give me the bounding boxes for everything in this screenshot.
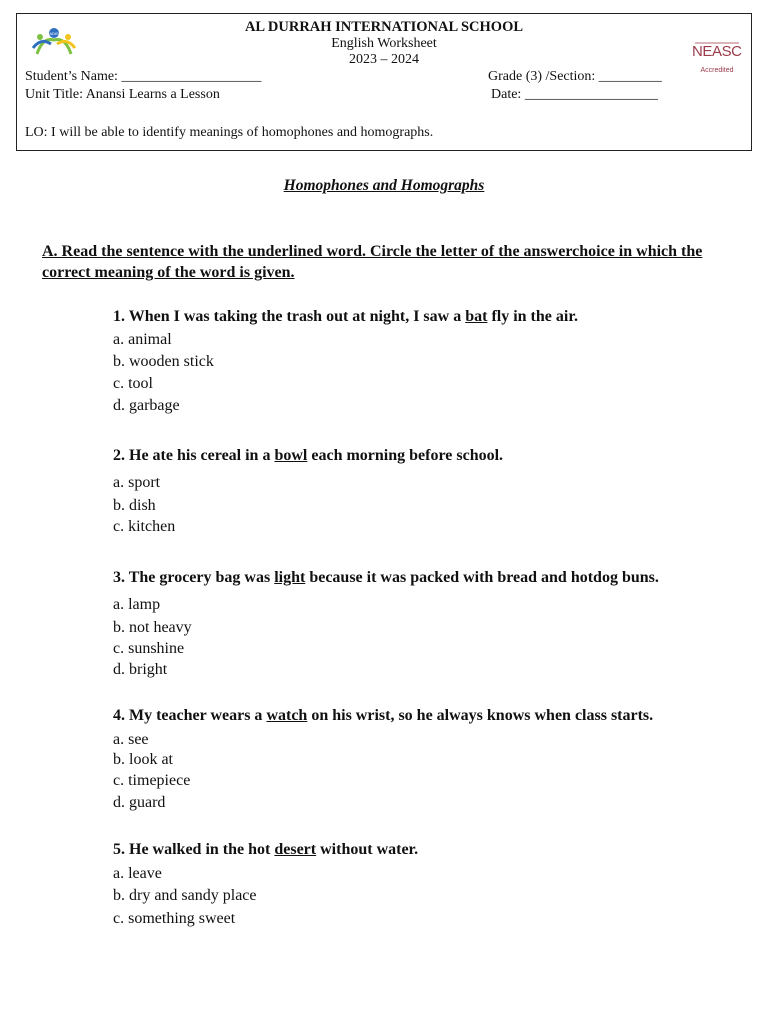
question-4	[113, 707, 653, 725]
answer-choice[interactable]: b. dish	[113, 497, 156, 514]
question-text: 1. When I was taking the trash out at night, I saw a	[113, 308, 466, 325]
answer-choice[interactable]: a. animal	[113, 331, 172, 348]
unit-title: Unit Title: Anansi Learns a Lesson	[25, 87, 220, 102]
question-1	[113, 308, 578, 326]
neasc-logo-text: NEASC	[692, 43, 742, 60]
academic-year: 2023 – 2024	[349, 52, 419, 67]
question-text: each morning before school.	[307, 447, 504, 464]
answer-choice[interactable]: c. kitchen	[113, 518, 176, 535]
question-text: on his wrist, so he always knows when class starts.	[307, 707, 654, 724]
neasc-accreditation-logo	[689, 24, 745, 82]
student-name-field[interactable]: Student’s Name: ____________________	[25, 69, 262, 84]
answer-choice[interactable]: d. garbage	[113, 397, 180, 414]
answer-choice[interactable]: c. timepiece	[113, 772, 191, 789]
learning-objective: LO: I will be able to identify meanings of homophones and homographs.	[25, 125, 434, 140]
answer-choice[interactable]: d. guard	[113, 794, 166, 811]
grade-section-field[interactable]: Grade (3) /Section: _________	[488, 69, 662, 84]
school-logo-text: ADIS	[49, 31, 59, 36]
underlined-word: bat	[465, 308, 488, 325]
answer-choice[interactable]: b. wooden stick	[113, 353, 214, 370]
question-text: 3. The grocery bag was	[113, 569, 275, 586]
question-3	[113, 569, 659, 587]
section-a-instructions: A. Read the sentence with the underlined word. Circle the letter of the answerchoice in which the correct meaning of the word is given.	[42, 243, 703, 281]
question-5	[113, 841, 418, 859]
answer-choice[interactable]: a. sport	[113, 474, 161, 491]
school-name: AL DURRAH INTERNATIONAL SCHOOL	[244, 19, 524, 35]
answer-choice[interactable]: c. something sweet	[113, 910, 236, 927]
underlined-word: desert	[274, 841, 317, 858]
underlined-word: bowl	[274, 447, 308, 464]
answer-choice[interactable]: a. leave	[113, 865, 162, 882]
question-text: 4. My teacher wears a	[113, 707, 267, 724]
answer-choice[interactable]: c. sunshine	[113, 640, 185, 657]
question-text: fly in the air.	[487, 308, 578, 325]
worksheet-subject: English Worksheet	[331, 36, 437, 51]
underlined-word: light	[274, 569, 306, 586]
question-text: 2. He ate his cereal in a	[113, 447, 275, 464]
answer-choice[interactable]: b. not heavy	[113, 619, 192, 636]
answer-choice[interactable]: a. see	[113, 731, 149, 748]
date-field[interactable]: Date: ___________________	[491, 87, 658, 102]
question-text: 5. He walked in the hot	[113, 841, 275, 858]
question-text: because it was packed with bread and hotdog buns.	[305, 569, 659, 586]
answer-choice[interactable]: b. dry and sandy place	[113, 887, 257, 904]
answer-choice[interactable]: b. look at	[113, 751, 173, 768]
worksheet-title: Homophones and Homographs	[283, 177, 485, 194]
answer-choice[interactable]: d. bright	[113, 661, 168, 678]
question-2	[113, 447, 503, 465]
answer-choice[interactable]: a. lamp	[113, 596, 161, 613]
answer-choice[interactable]: c. tool	[113, 375, 153, 392]
neasc-caption: Accredited	[700, 67, 734, 74]
underlined-word: watch	[266, 707, 308, 724]
question-text: without water.	[316, 841, 419, 858]
worksheet-header	[16, 13, 752, 151]
